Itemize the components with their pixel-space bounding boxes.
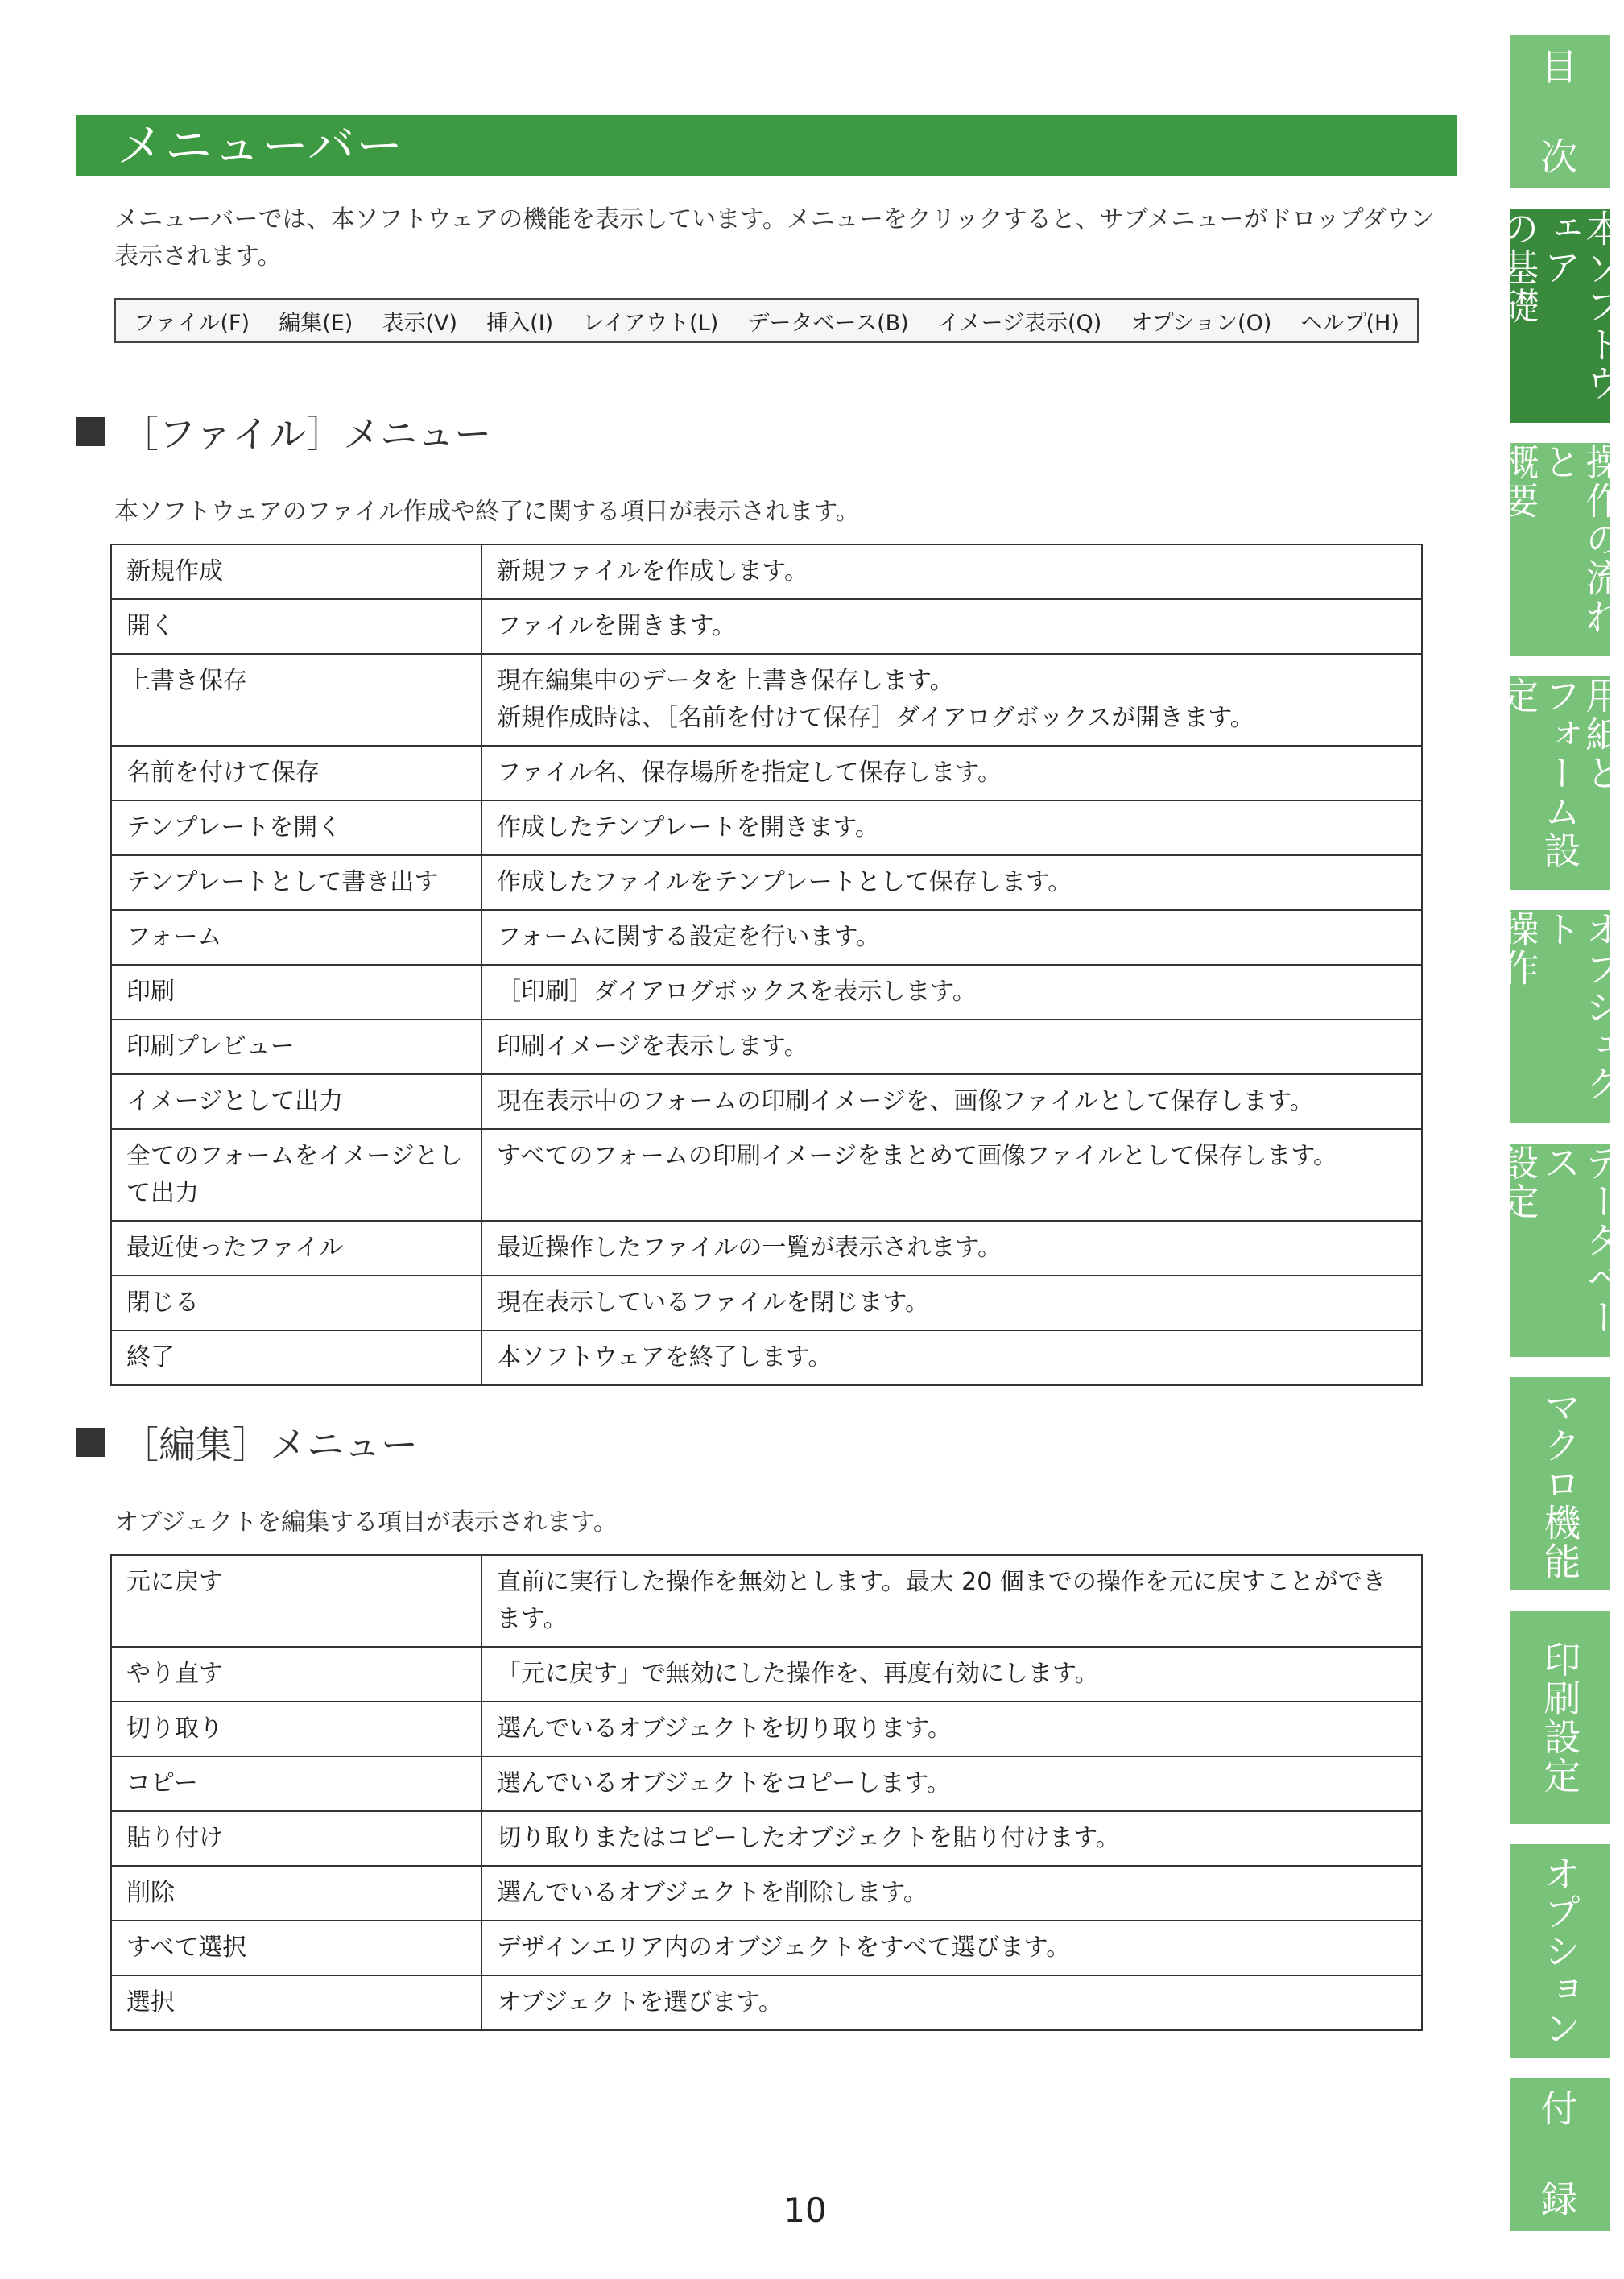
- item-name: 上書き保存: [111, 654, 481, 746]
- side-tab-label: データベース 設定: [1496, 1144, 1624, 1337]
- item-desc: 本ソフトウェアを終了します。: [481, 1330, 1422, 1385]
- item-desc: すべてのフォームの印刷イメージをまとめて画像ファイルとして保存します。: [481, 1129, 1422, 1221]
- item-desc: 切り取りまたはコピーしたオブジェクトを貼り付けます。: [481, 1811, 1422, 1866]
- item-name: 元に戻す: [111, 1555, 481, 1647]
- table-row: [111, 1221, 1422, 1276]
- square-bullet-icon: [76, 1428, 105, 1457]
- menubar-item-file[interactable]: ファイル(F): [134, 310, 250, 336]
- edit-menu-description: オブジェクトを編集する項目が表示されます。: [114, 1508, 618, 1537]
- side-tab-label: 用紙と フォーム設定: [1496, 676, 1624, 870]
- side-tab-object[interactable]: [1496, 910, 1624, 1123]
- table-row: [111, 1702, 1422, 1756]
- side-tab-label: オブジェクト 操作: [1496, 910, 1624, 1103]
- file-menu-heading: [76, 405, 491, 458]
- item-name: 新規作成: [111, 544, 481, 599]
- item-name: 選択: [111, 1975, 481, 2030]
- item-desc: ファイル名、保存場所を指定して保存します。: [481, 746, 1422, 800]
- table-row: [111, 800, 1422, 855]
- table-row: [111, 1756, 1422, 1811]
- item-desc: ［印刷］ダイアログボックスを表示します。: [481, 965, 1422, 1020]
- file-menu-table: [110, 544, 1423, 1386]
- item-name: 削除: [111, 1866, 481, 1921]
- table-row: [111, 1555, 1422, 1647]
- item-name: テンプレートを開く: [111, 800, 481, 855]
- table-row: [111, 855, 1422, 910]
- item-desc: ファイルを開きます。: [481, 599, 1422, 654]
- table-row: [111, 654, 1422, 746]
- table-row: [111, 544, 1422, 599]
- item-name: 最近使ったファイル: [111, 1221, 481, 1276]
- table-row: [111, 1975, 1422, 2030]
- menubar-item-layout[interactable]: レイアウト(L): [582, 310, 719, 336]
- item-desc: オブジェクトを選びます。: [481, 1975, 1422, 2030]
- table-row: [111, 1276, 1422, 1330]
- table-row: [111, 1647, 1422, 1702]
- item-name: すべて選択: [111, 1921, 481, 1975]
- item-desc: 直前に実行した操作を無効とします。最大 20 個までの操作を元に戻すことができます。: [481, 1555, 1422, 1647]
- item-desc: 現在表示しているファイルを閉じます。: [481, 1276, 1422, 1330]
- item-desc: 最近操作したファイルの一覧が表示されます。: [481, 1221, 1422, 1276]
- item-name: 印刷プレビュー: [111, 1020, 481, 1074]
- intro-text: メニューバーでは、本ソフトウェアの機能を表示しています。メニューをクリックすると、サブメニューがドロップダウン表示されます。: [114, 205, 1435, 271]
- item-name: 印刷: [111, 965, 481, 1020]
- section-title: メニューバー: [76, 115, 1457, 176]
- item-desc: 作成したテンプレートを開きます。: [481, 800, 1422, 855]
- side-tab-database[interactable]: [1496, 1144, 1624, 1357]
- side-tab-macro[interactable]: [1510, 1377, 1610, 1590]
- item-desc: フォームに関する設定を行います。: [481, 910, 1422, 965]
- item-desc: 作成したファイルをテンプレートとして保存します。: [481, 855, 1422, 910]
- edit-menu-heading: [76, 1416, 418, 1469]
- item-desc: 選んでいるオブジェクトを切り取ります。: [481, 1702, 1422, 1756]
- table-row: [111, 910, 1422, 965]
- side-tab-print[interactable]: [1510, 1611, 1610, 1824]
- file-menu-heading-text: ［ファイル］メニュー: [122, 412, 492, 456]
- menubar-item-edit[interactable]: 編集(E): [279, 310, 353, 336]
- edit-menu-heading-text: ［編集］メニュー: [122, 1423, 418, 1466]
- side-tab-basics[interactable]: [1496, 209, 1624, 423]
- item-desc: 「元に戻す」で無効にした操作を、再度有効にします。: [481, 1647, 1422, 1702]
- square-bullet-icon: [76, 417, 105, 446]
- item-name: 全てのフォームをイメージとして出力: [111, 1129, 481, 1221]
- item-name: テンプレートとして書き出す: [111, 855, 481, 910]
- table-row: [111, 1129, 1422, 1221]
- item-desc-line2: 新規作成時は、［名前を付けて保存］ダイアログボックスが開きます。: [497, 704, 1254, 732]
- item-desc: 選んでいるオブジェクトをコピーします。: [481, 1756, 1422, 1811]
- menubar-item-help[interactable]: ヘルプ(H): [1300, 310, 1399, 336]
- item-desc: 印刷イメージを表示します。: [481, 1020, 1422, 1074]
- side-tab-label: 本ソフトウェア の基礎: [1496, 209, 1624, 403]
- item-name: 切り取り: [111, 1702, 481, 1756]
- item-name: 名前を付けて保存: [111, 746, 481, 800]
- side-tab-label: オプション: [1538, 1854, 1582, 2048]
- menubar-item-insert[interactable]: 挿入(I): [486, 310, 554, 336]
- table-row: [111, 965, 1422, 1020]
- item-name: 終了: [111, 1330, 481, 1385]
- menubar-item-database[interactable]: データベース(B): [747, 310, 909, 336]
- table-row: [111, 599, 1422, 654]
- side-tab-appendix[interactable]: [1510, 2078, 1610, 2231]
- table-row: [111, 1330, 1422, 1385]
- item-name: やり直す: [111, 1647, 481, 1702]
- item-desc: 現在表示中のフォームの印刷イメージを、画像ファイルとして保存します。: [481, 1074, 1422, 1129]
- menubar-item-view[interactable]: 表示(V): [382, 310, 458, 336]
- side-tab-contents[interactable]: [1510, 35, 1610, 188]
- item-desc-cell: [481, 654, 1422, 746]
- side-tab-label: 印刷設定: [1538, 1640, 1582, 1795]
- item-name: 閉じる: [111, 1276, 481, 1330]
- side-tab-label: 付 録: [1540, 2087, 1580, 2221]
- menubar-item-options[interactable]: オプション(O): [1130, 310, 1272, 336]
- item-desc: デザインエリア内のオブジェクトをすべて選びます。: [481, 1921, 1422, 1975]
- table-row: [111, 1074, 1422, 1129]
- side-tab-label: 目 次: [1540, 45, 1580, 179]
- item-name: 貼り付け: [111, 1811, 481, 1866]
- menubar-item-image-view[interactable]: イメージ表示(Q): [937, 310, 1102, 336]
- item-name: コピー: [111, 1756, 481, 1811]
- item-name: 開く: [111, 599, 481, 654]
- table-row: [111, 1020, 1422, 1074]
- item-desc: 新規ファイルを作成します。: [481, 544, 1422, 599]
- item-name: フォーム: [111, 910, 481, 965]
- item-name: イメージとして出力: [111, 1074, 481, 1129]
- side-tab-workflow[interactable]: [1496, 443, 1624, 656]
- table-row: [111, 746, 1422, 800]
- menubar: [114, 298, 1419, 343]
- side-tab-label: マクロ機能: [1538, 1387, 1582, 1581]
- table-row: [111, 1866, 1422, 1921]
- edit-menu-table: [110, 1554, 1423, 2031]
- item-desc: 現在編集中のデータを上書き保存します。: [497, 667, 954, 695]
- page-number: 10: [783, 2190, 827, 2230]
- side-tab-options[interactable]: [1510, 1844, 1610, 2058]
- item-desc: 選んでいるオブジェクトを削除します。: [481, 1866, 1422, 1921]
- table-row: [111, 1811, 1422, 1866]
- table-row: [111, 1921, 1422, 1975]
- side-tab-label: 操作の流れと 概要: [1496, 443, 1624, 636]
- side-tab-paper-form[interactable]: [1496, 676, 1624, 890]
- file-menu-description: 本ソフトウェアのファイル作成や終了に関する項目が表示されます。: [114, 498, 860, 526]
